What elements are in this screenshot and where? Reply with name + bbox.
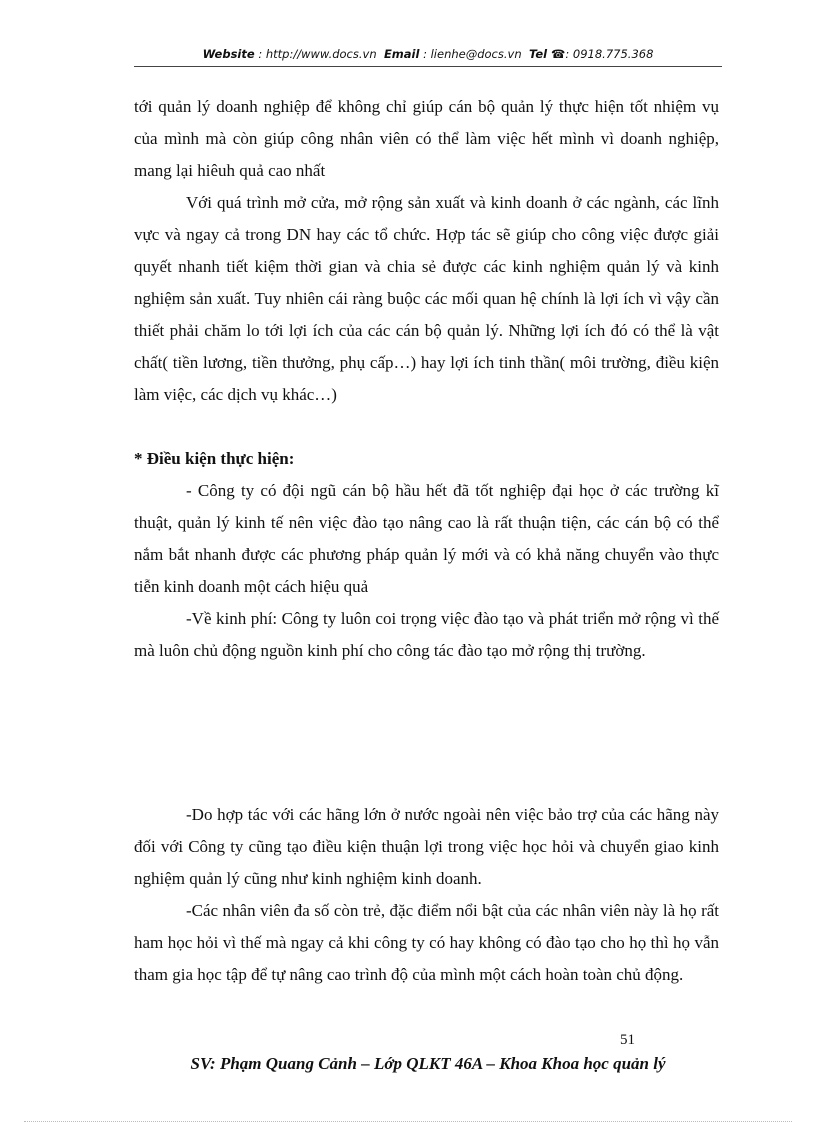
paragraph-4: -Về kinh phí: Công ty luôn coi trọng việc đào tạo và phát triển mở rộng vì thế mà luôn chủ động nguồn kinh phí cho công tác đào tạo mở rộng thị trường. bbox=[134, 609, 719, 660]
website-label: Website bbox=[202, 47, 255, 61]
tel-value: : 0918.775.368 bbox=[565, 47, 654, 61]
page-number: 51 bbox=[620, 1032, 635, 1048]
email-label: Email bbox=[383, 47, 420, 61]
paragraph-1: tới quản lý doanh nghiệp để không chỉ giúp cán bộ quản lý thực hiện tốt nhiệm vụ của mình mà còn giúp công nhân viên có thể làm việc hết mình vì doanh nghiệp, mang lại hiêuh quả cao nhất bbox=[134, 97, 719, 180]
paragraph-6: -Các nhân viên đa số còn trẻ, đặc điểm nổi bật của các nhân viên này là họ rất ham học hỏi vì thế mà ngay cả khi công ty có hay không có đào tạo cho họ thì họ vẫn tham gia học tập để tự nâng cao trình độ của mình một cách hoàn toàn chủ động. bbox=[134, 901, 719, 984]
page-bottom-divider bbox=[24, 1121, 792, 1122]
page-footer: SV: Phạm Quang Cảnh – Lớp QLKT 46A – Khoa Khoa học quản lý bbox=[190, 1054, 666, 1073]
paragraph-2: Với quá trình mở cửa, mở rộng sản xuất và kinh doanh ở các ngành, các lĩnh vực và ngay cả trong DN hay các tổ chức. Hợp tác sẽ giúp cho công việc được giải quyết nhanh tiết kiệm thời gian và chia sẻ được các kinh nghiệm quản lý và kinh nghiệm sản xuất. Tuy nhiên cái ràng buộc các mối quan hệ chính là lợi ích vì vậy cần thiết phải chăm lo tới lợi ích của các cán bộ quản lý. Những lợi ích đó có thể là vật chất( tiền lương, tiền thưởng, phụ cấp…) hay lợi ích tinh thần( môi trường, điều kiện làm việc, các dịch vụ khác…) bbox=[134, 193, 719, 404]
tel-label: Tel ☎ bbox=[528, 47, 566, 61]
page-header bbox=[134, 47, 722, 61]
section-heading: * Điều kiện thực hiện: bbox=[134, 449, 295, 468]
paragraph-3: - Công ty có đội ngũ cán bộ hầu hết đã tốt nghiệp đại học ở các trường kĩ thuật, quản lý kinh tế nên việc đào tạo nâng cao là rất thuận tiện, các cán bộ có thể nắm bắt nhanh được các phương pháp quản lý mới và có khả năng chuyển vào thực tiễn kinh doanh một cách hiệu quả bbox=[134, 481, 719, 596]
email-value: : lienhe@docs.vn bbox=[423, 47, 522, 61]
website-value: : http://www.docs.vn bbox=[258, 47, 377, 61]
header-divider bbox=[134, 66, 722, 67]
paragraph-5: -Do hợp tác với các hãng lớn ở nước ngoài nên việc bảo trợ của các hãng này đối với Công ty cũng tạo điều kiện thuận lợi trong việc học hỏi và chuyển giao kinh nghiệm quản lý cũng như kinh nghiệm kinh doanh. bbox=[134, 805, 719, 888]
